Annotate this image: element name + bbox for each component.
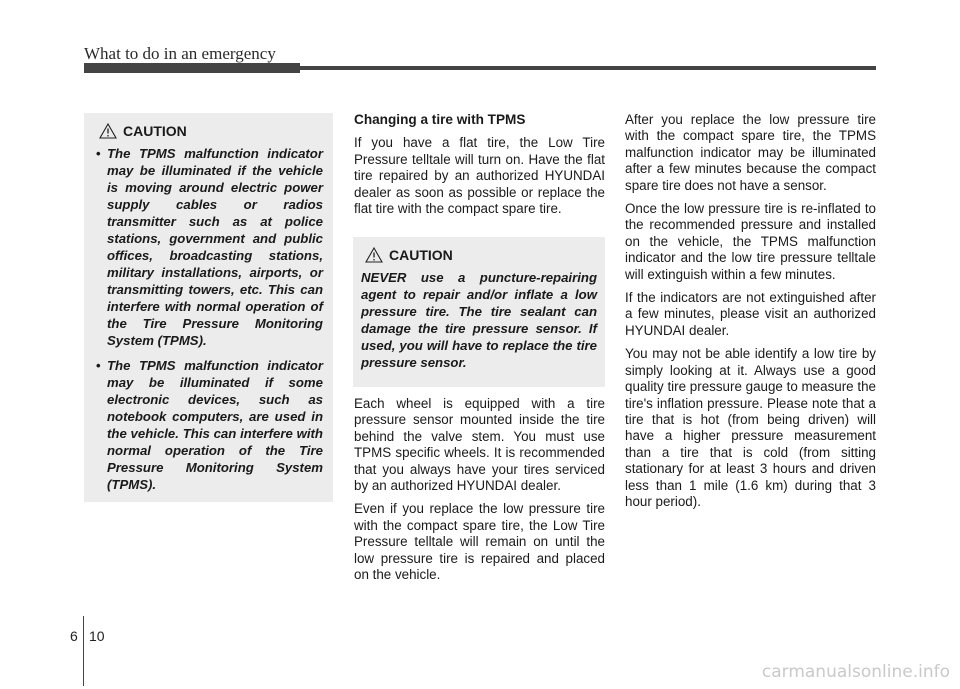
caution-heading — [95, 123, 323, 139]
paragraph: Even if you replace the low pressure tire with the compact spare tire, the Low Tire Pressure telltale will remain on until the low pressure tire is repaired and placed on the vehicle. — [354, 501, 605, 583]
warning-triangle-icon — [99, 123, 117, 139]
caution-bullet-list — [95, 145, 323, 493]
caution-bullet: • The TPMS malfunction indicator may be illuminated if the vehicle is moving around electric power supply cables or radios transmitter such as at police stations, government and public offices, broadcasting stations, military installations, airports, or transmitting towers, etc. This can interfere with normal operation of the Tire Pressure Monitoring System (TPMS). — [95, 145, 323, 349]
paragraph: Once the low pressure tire is re-inflated to the recommended pressure and installed on the vehicle, the TPMS malfunction indicator and the low tire pressure telltale will extinguish within a few minutes. — [625, 201, 876, 282]
chapter-number: 6 — [70, 628, 78, 644]
middle-column-bottom — [354, 396, 605, 590]
middle-column-top — [354, 112, 605, 224]
caution-label: CAUTION — [389, 247, 453, 263]
paragraph: Each wheel is equipped with a tire pressure sensor mounted inside the tire behind the valve stem. You must use TPMS specific wheels. It is recommended that you always have your tires serviced by an authorized HYUNDAI dealer. — [354, 396, 605, 494]
footer-divider — [83, 616, 84, 686]
paragraph: After you replace the low pressure tire with the compact spare tire, the TPMS malfunction indicator may be illuminated after a few minutes because the compact spare tire does not have a sensor. — [625, 112, 876, 193]
caution-heading — [361, 247, 597, 263]
paragraph: You may not be able identify a low tire by simply looking at it. Always use a good quality tire pressure gauge to measure the tire's inflation pressure. Please note that a tire that is hot (from being driven) will have a higher pressure measurement than a tire that is cold (from sitting stationary for at least 3 hours and driven less than 1 mile (1.6 km) during that 3 hour period). — [625, 346, 876, 509]
header-rule-accent — [84, 63, 300, 73]
warning-triangle-icon — [365, 247, 383, 263]
caution-text: NEVER use a puncture-repairing agent to repair and/or inflate a low pressure tire. The tire sealant can damage the tire pressure sensor. If used, you will have to replace the tire pressure sensor. — [361, 270, 597, 370]
paragraph: If the indicators are not extinguished after a few minutes, please visit an authorized HYUNDAI dealer. — [625, 290, 876, 338]
paragraph: If you have a flat tire, the Low Tire Pressure telltale will turn on. Have the flat tire repaired by an authorized HYUNDAI dealer as soon as possible or replace the flat tire with the compact spare tire. — [354, 135, 605, 217]
caution-box-left — [84, 113, 333, 502]
watermark: carmanualsonline.info — [761, 662, 950, 682]
section-title: What to do in an emergency — [84, 44, 276, 63]
caution-label: CAUTION — [123, 123, 187, 139]
right-column — [625, 112, 876, 517]
caution-bullet: • The TPMS malfunction indicator may be illuminated if some electronic devices, such as notebook computers, are used in the vehicle. This can interfere with normal operation of the Tire Pressure Monitoring System (TPMS). — [95, 357, 323, 493]
caution-box-middle — [353, 237, 605, 387]
subheading: Changing a tire with TPMS — [354, 112, 526, 127]
page-number: 10 — [89, 628, 105, 644]
